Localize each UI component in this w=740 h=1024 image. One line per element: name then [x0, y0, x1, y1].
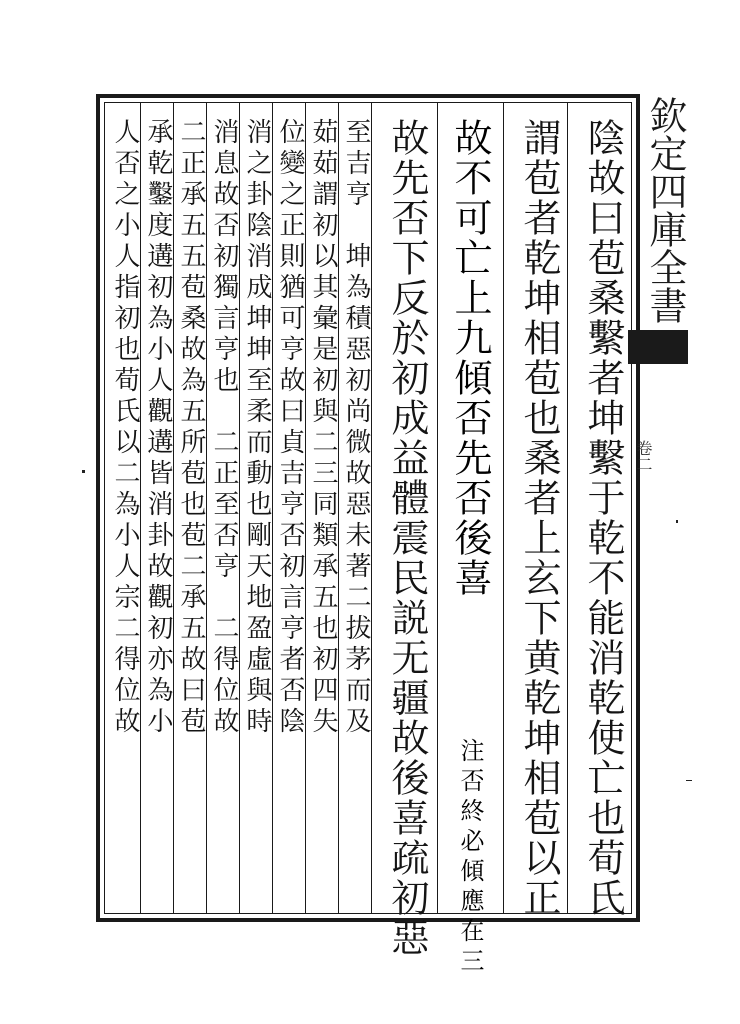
column-rule — [305, 102, 306, 914]
column-rule — [239, 102, 240, 914]
commentary-text: 注否終必傾應在三 — [456, 738, 484, 978]
column-rule — [503, 102, 504, 914]
commentary-column-5: 至吉亨 坤為積惡初尚微故惡未著二拔茅而及 — [341, 118, 371, 738]
fish-tail-mark — [628, 330, 688, 364]
column-rule — [371, 102, 372, 914]
column-rule — [173, 102, 174, 914]
column-rule — [140, 102, 141, 914]
commentary-column-6: 茹茹謂初以其彙是初與二三同類承五也初四失 — [308, 118, 338, 738]
juan-label: 卷二 — [634, 440, 653, 472]
book-title: 欽定四庫全書 — [643, 96, 687, 324]
text-column-1: 陰故曰苞桑繫者坤繫于乾不能消乾使亡也荀氏 — [581, 118, 625, 918]
column-rule — [338, 102, 339, 914]
scan-speck — [686, 780, 692, 781]
commentary-column-7: 位變之正則猶可亨故曰貞吉亨否初言亨者否陰 — [275, 118, 305, 738]
commentary-column-9: 消息故否初獨言亨也 二正至否亨 二得位故 — [209, 118, 239, 738]
column-rule — [567, 102, 568, 914]
commentary-column-12: 人否之小人指初也荀氏以二為小人宗二得位故 — [110, 118, 140, 738]
text-column-3 — [442, 118, 498, 978]
scan-speck — [676, 520, 678, 523]
commentary-column-10: 二正承五五苞桑故為五所苞也苞二承五故曰苞 — [176, 118, 206, 738]
main-text: 故不可亡上九傾否先否後喜 — [448, 118, 492, 598]
column-rule — [206, 102, 207, 914]
column-rule — [272, 102, 273, 914]
scan-speck — [82, 470, 85, 473]
text-column-4: 故先否下反於初成益體震民説无疆故後喜疏初惡 — [385, 118, 429, 958]
column-rule — [437, 102, 438, 914]
text-column-2: 謂苞者乾坤相苞也桑者上玄下黄乾坤相苞以正 — [517, 118, 561, 918]
commentary-column-8: 消之卦陰消成坤坤至柔而動也剛天地盈虛與時 — [242, 118, 272, 738]
commentary-column-11: 承乾鑿度遘初為小人觀遘皆消卦故觀初亦為小 — [143, 118, 173, 738]
